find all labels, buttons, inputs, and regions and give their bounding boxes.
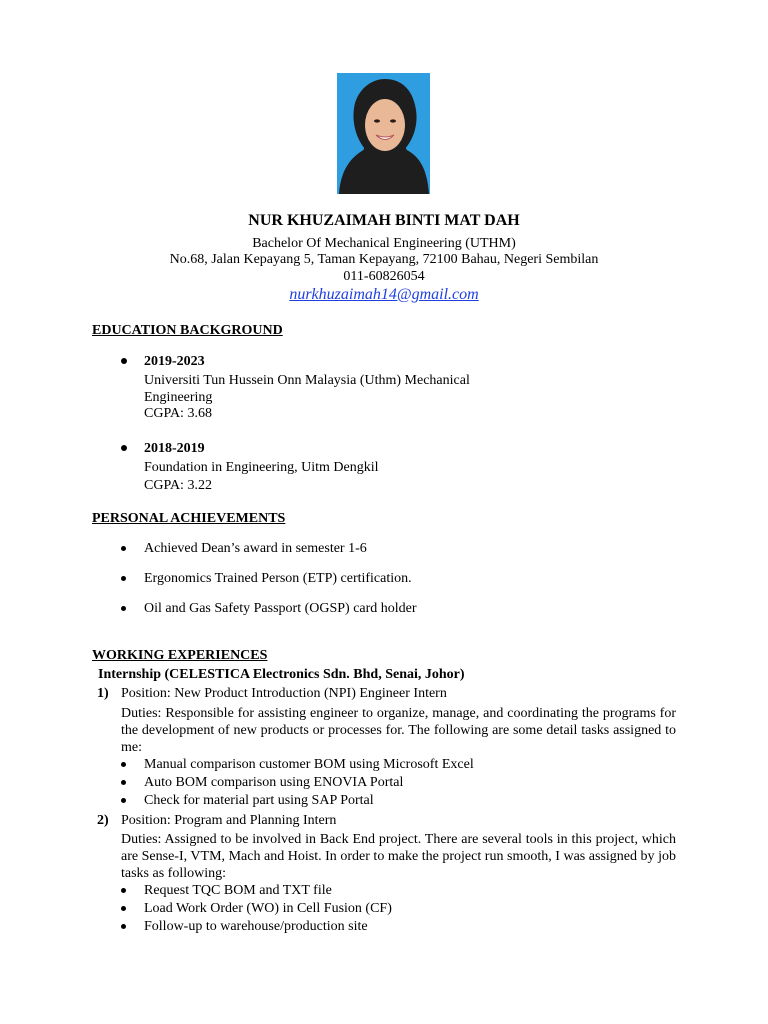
experience-heading: WORKING EXPERIENCES <box>92 648 268 663</box>
task-bullet <box>121 888 126 893</box>
email-link[interactable]: nurkhuzaimah14@gmail.com <box>289 286 479 303</box>
phone-number: 011-60826054 <box>343 269 425 284</box>
task-bullet <box>121 798 126 803</box>
achievements-heading: PERSONAL ACHIEVEMENTS <box>92 511 286 526</box>
achievement-bullet <box>121 576 126 581</box>
education-heading: EDUCATION BACKGROUND <box>92 323 283 338</box>
position-title: Position: New Product Introduction (NPI) Engineer Intern <box>121 686 447 701</box>
position-title: Position: Program and Planning Intern <box>121 813 337 828</box>
education-school: Universiti Tun Hussein Onn Malaysia (Uthm) Mechanical <box>144 373 470 388</box>
task-bullet <box>121 762 126 767</box>
task-bullet <box>121 906 126 911</box>
portrait-image <box>337 73 430 194</box>
internship-company: Internship (CELESTICA Electronics Sdn. Bhd, Senai, Johor) <box>98 667 465 682</box>
position-duties: Duties: Responsible for assisting engineer to organize, manage, and coordinating the programs for the development of new products or processes for. The following are some detail tasks assigned to me: <box>121 706 676 755</box>
education-school: Foundation in Engineering, Uitm Dengkil <box>144 460 379 475</box>
address-line: No.68, Jalan Kepayang 5, Taman Kepayang, 72100 Bahau, Negeri Sembilan <box>169 252 599 267</box>
education-cgpa: CGPA: 3.68 <box>144 406 212 421</box>
education-years: 2018-2019 <box>144 441 205 456</box>
task-bullet <box>121 924 126 929</box>
education-bullet <box>121 358 127 364</box>
achievement-bullet <box>121 546 126 551</box>
degree-headline: Bachelor Of Mechanical Engineering (UTHM) <box>252 236 516 251</box>
position-number: 1) <box>97 686 109 701</box>
task-item: Check for material part using SAP Portal <box>144 793 374 808</box>
education-cgpa: CGPA: 3.22 <box>144 478 212 493</box>
position-number: 2) <box>97 813 109 828</box>
achievement-item: Ergonomics Trained Person (ETP) certification. <box>144 571 412 586</box>
candidate-name: NUR KHUZAIMAH BINTI MAT DAH <box>248 212 520 229</box>
task-item: Load Work Order (WO) in Cell Fusion (CF) <box>144 901 392 916</box>
achievement-item: Oil and Gas Safety Passport (OGSP) card holder <box>144 601 417 616</box>
education-years: 2019-2023 <box>144 354 205 369</box>
task-item: Manual comparison customer BOM using Microsoft Excel <box>144 757 474 772</box>
education-program: Engineering <box>144 390 213 405</box>
achievement-bullet <box>121 606 126 611</box>
achievement-item: Achieved Dean’s award in semester 1-6 <box>144 541 367 556</box>
email-row <box>0 285 768 305</box>
profile-photo <box>337 73 430 194</box>
task-bullet <box>121 780 126 785</box>
education-bullet <box>121 445 127 451</box>
task-item: Follow-up to warehouse/production site <box>144 919 368 934</box>
position-duties: Duties: Assigned to be involved in Back End project. There are several tools in this project, which are Sense-I, VTM, Mach and Hoist. In order to make the project run smooth, I was assigned by job tasks as following: <box>121 832 676 881</box>
task-item: Auto BOM comparison using ENOVIA Portal <box>144 775 404 790</box>
task-item: Request TQC BOM and TXT file <box>144 883 332 898</box>
